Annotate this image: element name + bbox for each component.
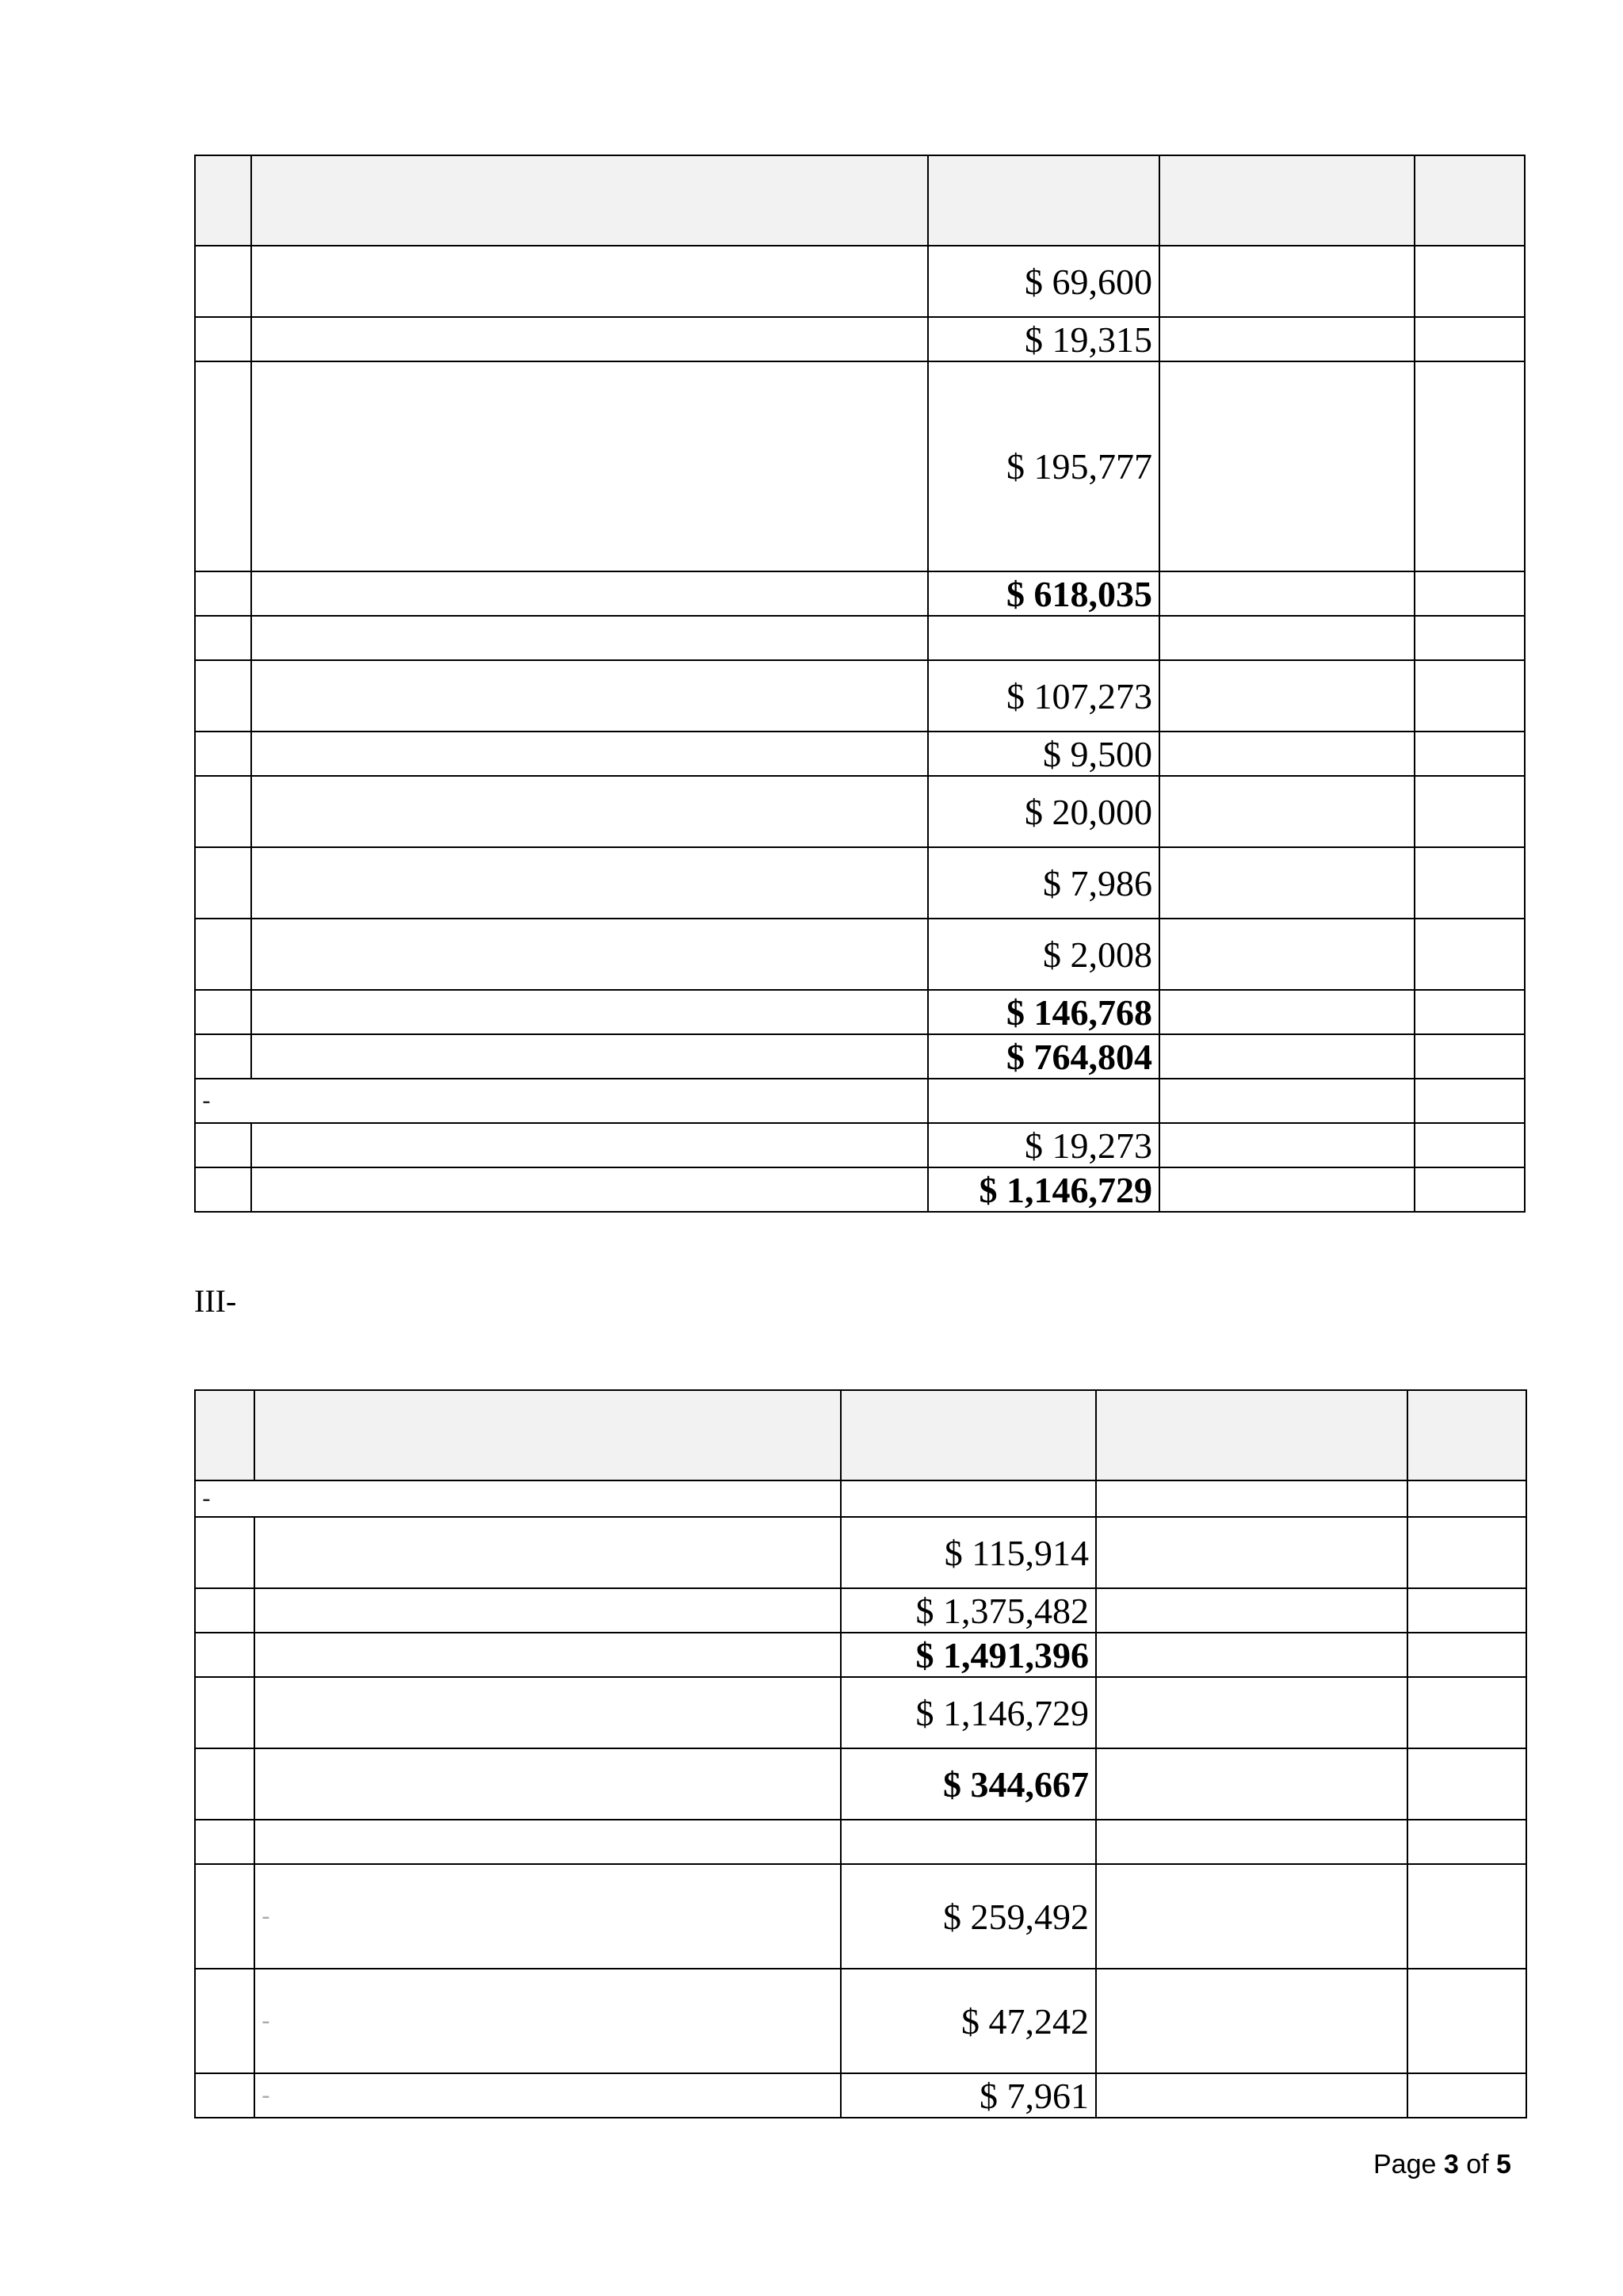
- header-remarks: [1096, 1390, 1407, 1480]
- row-amount: [928, 1079, 1159, 1123]
- table-row: [195, 1748, 1526, 1820]
- row-reference: [1407, 2073, 1526, 2118]
- row-number: [195, 317, 251, 361]
- row-amount: $ 146,768: [928, 990, 1159, 1034]
- row-remarks: [1159, 732, 1415, 776]
- row-remarks: [1159, 1167, 1415, 1212]
- row-description: [251, 1123, 928, 1167]
- row-amount: $ 1,146,729: [928, 1167, 1159, 1212]
- header-reference: [1415, 155, 1525, 246]
- row-amount: $ 19,273: [928, 1123, 1159, 1167]
- header-amount: [841, 1390, 1096, 1480]
- row-reference: [1407, 1588, 1526, 1633]
- row-description: [251, 776, 928, 847]
- row-number: [195, 571, 251, 616]
- subtotal-label: [254, 1633, 841, 1677]
- row-description: [251, 919, 928, 990]
- row-description: [251, 317, 928, 361]
- row-remarks: [1096, 1820, 1407, 1864]
- page-total: 5: [1496, 2149, 1511, 2179]
- page-number: 3: [1443, 2149, 1459, 2179]
- row-amount: [841, 1820, 1096, 1864]
- row-reference: [1407, 1517, 1526, 1588]
- table-row: [195, 1864, 1526, 1969]
- row-number: [195, 246, 251, 317]
- row-remarks: [1159, 776, 1415, 847]
- table-row: [195, 2073, 1526, 2118]
- row-number: [195, 2073, 254, 2118]
- row-number: [195, 1588, 254, 1633]
- row-number: [195, 1633, 254, 1677]
- row-reference: [1415, 660, 1525, 732]
- row-description: [251, 246, 928, 317]
- balance-table: [194, 1389, 1527, 2118]
- table-row: [195, 317, 1525, 361]
- row-remarks: [1096, 2073, 1407, 2118]
- row-remarks: [1159, 919, 1415, 990]
- row-remarks: [1159, 990, 1415, 1034]
- row-number: [195, 732, 251, 776]
- row-description: [251, 616, 928, 660]
- row-reference: [1415, 317, 1525, 361]
- row-amount: $ 69,600: [928, 246, 1159, 317]
- row-amount: $ 7,961: [841, 2073, 1096, 2118]
- row-remarks: [1159, 1079, 1415, 1123]
- subtotal-label: [251, 1034, 928, 1079]
- row-description: [254, 1677, 841, 1748]
- row-description: -: [254, 2073, 841, 2118]
- table-header-row: [195, 155, 1525, 246]
- row-description: [251, 847, 928, 919]
- row-remarks: [1159, 660, 1415, 732]
- table-row: [195, 732, 1525, 776]
- row-remarks: [1159, 1034, 1415, 1079]
- row-description: [251, 361, 928, 571]
- section-subheading: -: [195, 1480, 841, 1517]
- subtotal-label: [254, 1748, 841, 1820]
- row-description: [251, 660, 928, 732]
- row-number: [195, 990, 251, 1034]
- table-row: [195, 246, 1525, 317]
- header-description: [251, 155, 928, 246]
- table-row: [195, 1820, 1526, 1864]
- row-number: [195, 616, 251, 660]
- table-row: [195, 990, 1525, 1034]
- row-number: [195, 660, 251, 732]
- row-amount: $ 195,777: [928, 361, 1159, 571]
- header-number: [195, 155, 251, 246]
- row-reference: [1415, 732, 1525, 776]
- table-row: [195, 616, 1525, 660]
- row-reference: [1415, 361, 1525, 571]
- row-amount: [928, 616, 1159, 660]
- row-number: [195, 1864, 254, 1969]
- row-number: [195, 919, 251, 990]
- row-amount: $ 1,491,396: [841, 1633, 1096, 1677]
- row-remarks: [1159, 616, 1415, 660]
- row-reference: [1415, 616, 1525, 660]
- row-remarks: [1096, 1480, 1407, 1517]
- row-reference: [1415, 1034, 1525, 1079]
- row-reference: [1415, 990, 1525, 1034]
- row-amount: $ 1,146,729: [841, 1677, 1096, 1748]
- row-description: [251, 732, 928, 776]
- row-reference: [1407, 1633, 1526, 1677]
- row-number: [195, 1748, 254, 1820]
- row-reference: [1407, 1480, 1526, 1517]
- table-row: [195, 1034, 1525, 1079]
- row-amount: $ 259,492: [841, 1864, 1096, 1969]
- table-row: [195, 1079, 1525, 1123]
- row-amount: $ 764,804: [928, 1034, 1159, 1079]
- header-number: [195, 1390, 254, 1480]
- row-remarks: [1096, 1969, 1407, 2073]
- row-remarks: [1159, 246, 1415, 317]
- row-reference: [1415, 246, 1525, 317]
- row-amount: $ 20,000: [928, 776, 1159, 847]
- header-amount: [928, 155, 1159, 246]
- subtotal-label: [251, 1167, 928, 1212]
- row-remarks: [1159, 1123, 1415, 1167]
- table-row: [195, 919, 1525, 990]
- row-remarks: [1159, 317, 1415, 361]
- row-remarks: [1096, 1588, 1407, 1633]
- row-amount: $ 107,273: [928, 660, 1159, 732]
- row-remarks: [1159, 571, 1415, 616]
- row-amount: $ 344,667: [841, 1748, 1096, 1820]
- expenses-table: [194, 155, 1526, 1213]
- row-amount: $ 1,375,482: [841, 1588, 1096, 1633]
- row-amount: $ 2,008: [928, 919, 1159, 990]
- row-number: [195, 1123, 251, 1167]
- row-amount: [841, 1480, 1096, 1517]
- row-number: [195, 1969, 254, 2073]
- table-row: [195, 361, 1525, 571]
- row-description: [254, 1820, 841, 1864]
- row-remarks: [1096, 1864, 1407, 1969]
- row-reference: [1407, 1820, 1526, 1864]
- table-row: [195, 1123, 1525, 1167]
- row-remarks: [1096, 1633, 1407, 1677]
- table-row: [195, 776, 1525, 847]
- header-reference: [1407, 1390, 1526, 1480]
- row-reference: [1407, 1864, 1526, 1969]
- table-row: [195, 847, 1525, 919]
- row-reference: [1415, 847, 1525, 919]
- row-description: [254, 1517, 841, 1588]
- row-reference: [1415, 571, 1525, 616]
- page-footer: [1373, 2149, 1511, 2180]
- row-description: -: [254, 1864, 841, 1969]
- row-number: [195, 1677, 254, 1748]
- row-reference: [1407, 1969, 1526, 2073]
- row-remarks: [1159, 361, 1415, 571]
- table-row: [195, 1588, 1526, 1633]
- row-reference: [1415, 1079, 1525, 1123]
- row-remarks: [1096, 1748, 1407, 1820]
- table-row: [195, 1480, 1526, 1517]
- row-number: [195, 361, 251, 571]
- row-number: [195, 847, 251, 919]
- row-number: [195, 776, 251, 847]
- row-number: [195, 1517, 254, 1588]
- row-description: -: [254, 1969, 841, 2073]
- header-remarks: [1159, 155, 1415, 246]
- page-label: Page: [1373, 2149, 1444, 2179]
- row-amount: $ 19,315: [928, 317, 1159, 361]
- row-reference: [1415, 1123, 1525, 1167]
- row-number: [195, 1167, 251, 1212]
- row-amount: $ 47,242: [841, 1969, 1096, 2073]
- row-reference: [1407, 1748, 1526, 1820]
- row-amount: $ 7,986: [928, 847, 1159, 919]
- table-row: [195, 1969, 1526, 2073]
- row-amount: $ 9,500: [928, 732, 1159, 776]
- row-number: [195, 1820, 254, 1864]
- row-reference: [1415, 1167, 1525, 1212]
- row-reference: [1415, 919, 1525, 990]
- table-row: [195, 1633, 1526, 1677]
- section-three-heading: [194, 1276, 1541, 1328]
- page-of-label: of: [1458, 2149, 1497, 2179]
- row-reference: [1407, 1677, 1526, 1748]
- table-row: [195, 571, 1525, 616]
- table-row: [195, 660, 1525, 732]
- table-row: [195, 1677, 1526, 1748]
- row-remarks: [1096, 1677, 1407, 1748]
- section-number: III-: [194, 1283, 237, 1319]
- table-row: [195, 1517, 1526, 1588]
- row-remarks: [1096, 1517, 1407, 1588]
- row-amount: $ 115,914: [841, 1517, 1096, 1588]
- table-header-row: [195, 1390, 1526, 1480]
- row-number: [195, 1034, 251, 1079]
- row-reference: [1415, 776, 1525, 847]
- row-description: [254, 1588, 841, 1633]
- subtotal-label: [251, 990, 928, 1034]
- table-row: [195, 1167, 1525, 1212]
- header-description: [254, 1390, 841, 1480]
- row-remarks: [1159, 847, 1415, 919]
- row-amount: $ 618,035: [928, 571, 1159, 616]
- subtotal-label: [251, 571, 928, 616]
- section-subheading: -: [195, 1079, 928, 1123]
